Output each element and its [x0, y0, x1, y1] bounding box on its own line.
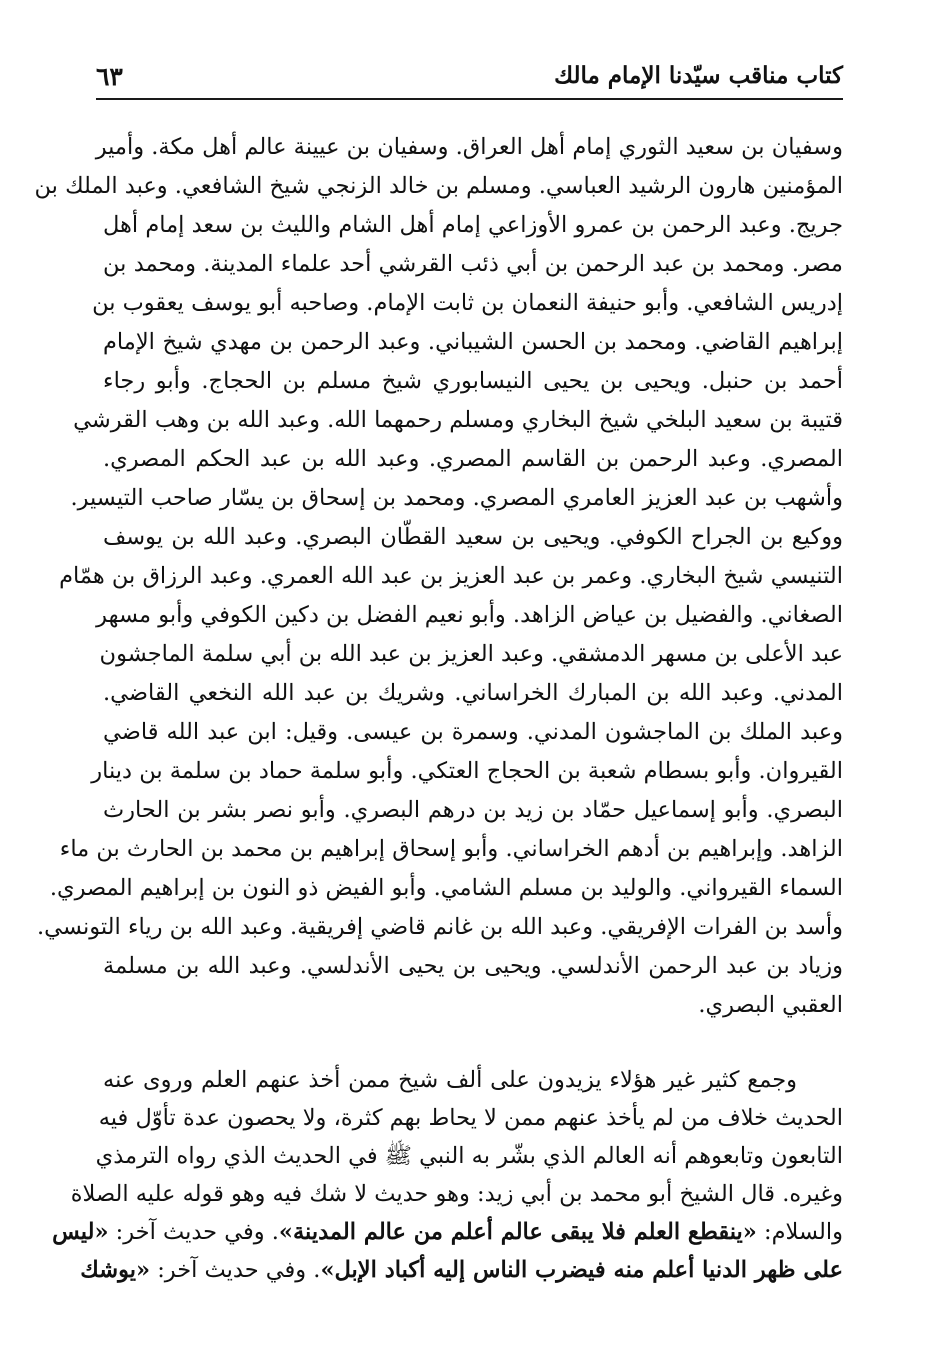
running-header: [96, 62, 843, 96]
text-line: القيروان. وأبو بسطام شعبة بن الحجاج العتكي. وأبو سلمة حماد بن سلمة بن دينار: [91, 758, 843, 784]
text-line: وأشهب بن عبد العزيز العامري المصري. ومحمد بن إسحاق بن يسّار صاحب التيسير.: [70, 485, 843, 511]
quote-2-connector: . وفي حديث آخر:: [150, 1257, 321, 1283]
text-line: قتيبة بن سعيد البلخي شيخ البخاري ومسلم رحمهما الله. وعبد الله بن وهب القرشي: [73, 407, 843, 433]
text-line: وجمع كثير غير هؤلاء يزيدون على ألف شيخ ممن أخذ عنهم العلم وروى عنه: [103, 1067, 797, 1093]
text-line: أحمد بن حنبل. ويحيى بن يحيى النيسابوري شيخ مسلم بن الحجاج. وأبو رجاء: [103, 368, 843, 394]
text-line: الزاهد. وإبراهيم بن أدهم الخراساني. وأبو إسحاق إبراهيم بن محمد بن الحارث بن ماء: [59, 836, 843, 862]
hadith-quote-2-start: «ليس: [52, 1219, 109, 1245]
text-line: التنيسي شيخ البخاري. وعمر بن عبد العزيز بن عبد الله العمري. وعبد الرزاق بن همّام: [59, 563, 843, 589]
text-line: عبد الأعلى بن مسهر الدمشقي. وعبد العزيز بن عبد الله بن أبي سلمة الماجشون: [99, 641, 843, 667]
text-line: ووكيع بن الجراح الكوفي. ويحيى بن سعيد القطّان البصري. وعبد الله بن يوسف: [103, 524, 843, 550]
text-line: وزياد بن عبد الرحمن الأندلسي. ويحيى بن يحيى الأندلسي. وعبد الله بن مسلمة: [103, 953, 843, 979]
text-line: مصر. ومحمد بن عبد الرحمن بن أبي ذئب القرشي أحد علماء المدينة. ومحمد بن: [103, 251, 843, 277]
header-divider: [96, 98, 843, 100]
text-line: المصري. وعبد الرحمن بن القاسم المصري. وعبد الله بن عبد الحكم المصري.: [103, 446, 843, 472]
running-title: كتاب مناقب سيّدنا الإمام مالك: [554, 62, 843, 89]
hadith-quote-1: «ينقطع العلم فلا يبقى عالم أعلم من عالم المدينة»: [278, 1219, 757, 1245]
text-line: إدريس الشافعي. وأبو حنيفة النعمان بن ثابت الإمام. وصاحبه أبو يوسف يعقوب بن: [92, 290, 843, 316]
text-line: جريج. وعبد الرحمن بن عمرو الأوزاعي إمام أهل الشام والليث بن سعد إمام أهل: [103, 212, 843, 238]
text-line-quote-2: [80, 1250, 843, 1290]
hadith-quote-2-end: على ظهر الدنيا أعلم منه فيضرب الناس إليه أكباد الإبل»: [320, 1257, 843, 1283]
text-line: المدني. وعبد الله بن المبارك الخراساني. وشريك بن عبد الله النخعي القاضي.: [103, 680, 843, 706]
hadith-quote-3-start: «يوشك: [80, 1257, 151, 1283]
text-line-quote-1: [52, 1212, 843, 1252]
text-line: التابعون وتابعوهم أنه العالم الذي بشّر به النبي ﷺ في الحديث الذي رواه الترمذي: [95, 1143, 843, 1169]
text-line: وسفيان بن سعيد الثوري إمام أهل العراق. وسفيان بن عيينة عالم أهل مكة. وأمير: [95, 134, 843, 160]
page-number: ٦٣: [96, 62, 123, 91]
text-line: إبراهيم القاضي. ومحمد بن الحسن الشيباني. وعبد الرحمن بن مهدي شيخ الإمام: [103, 329, 843, 355]
text-line: المؤمنين هارون الرشيد العباسي. ومسلم بن خالد الزنجي شيخ الشافعي. وعبد الملك بن: [34, 173, 843, 199]
text-line: السماء القيرواني. والوليد بن مسلم الشامي. وأبو الفيض ذو النون بن إبراهيم المصري.: [49, 875, 843, 901]
quote-1-connector: . وفي حديث آخر:: [108, 1219, 279, 1245]
text-line: الصغاني. والفضيل بن عياض الزاهد. وأبو نعيم الفضل بن دكين الكوفي وأبو مسهر: [96, 602, 843, 628]
text-line: وعبد الملك بن الماجشون المدني. وسمرة بن عيسى. وقيل: ابن عبد الله قاضي: [103, 719, 843, 745]
text-line: الحديث خلاف من لم يأخذ عنهم ممن لا يحاط بهم كثرة، ولا يحصون عدة تأوّل فيه: [98, 1105, 843, 1131]
text-line: العقبي البصري.: [698, 992, 843, 1018]
quote-1-prefix: والسلام:: [756, 1219, 843, 1245]
text-line: وأسد بن الفرات الإفريقي. وعبد الله بن غانم قاضي إفريقية. وعبد الله بن رياء التونسي.: [37, 914, 843, 940]
text-line: وغيره. قال الشيخ أبو محمد بن أبي زيد: وهو حديث لا شك فيه وهو قوله عليه الصلاة: [70, 1181, 843, 1207]
text-line: البصري. وأبو إسماعيل حمّاد بن زيد بن درهم البصري. وأبو نصر بشر بن الحارث: [103, 797, 843, 823]
